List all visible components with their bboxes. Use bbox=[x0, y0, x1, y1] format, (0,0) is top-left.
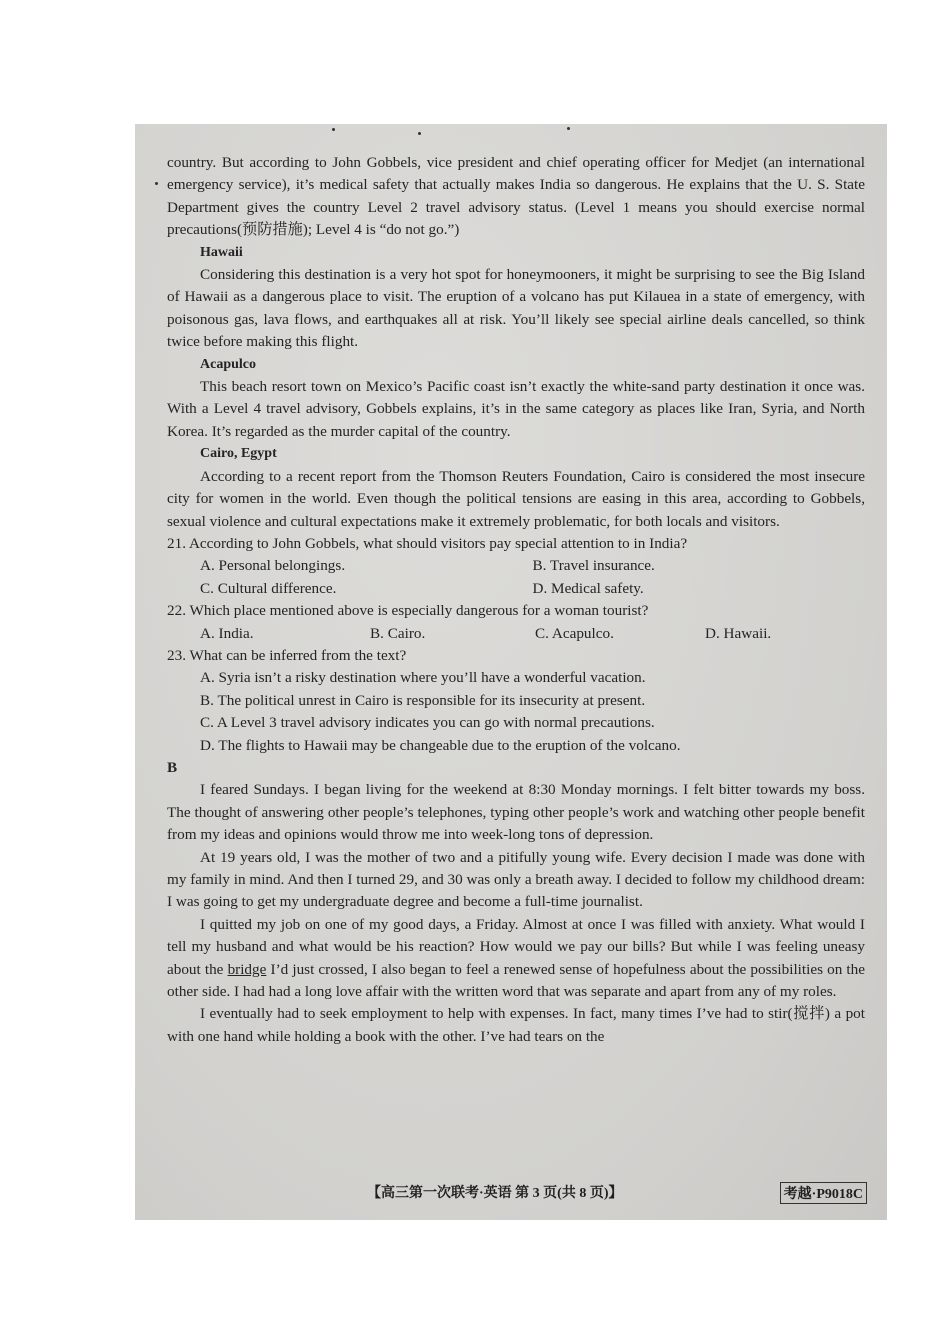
section-text-hawaii: Considering this destination is a very hot spot for honeymooners, it might be surprising to see the Big Island of Hawaii as a dangerous place to visit. The eruption of a volcano has put Kilauea in a state of emergency, with poisonous gas, lava flows, and earthquakes all at risk. You’ll likely see special airline deals cancelled, so think twice before making this flight. bbox=[167, 266, 865, 351]
question-22-options bbox=[200, 623, 865, 645]
page-footer bbox=[135, 1182, 887, 1206]
question-23-options bbox=[200, 667, 865, 757]
section-text-cairo: According to a recent report from the Thomson Reuters Foundation, Cairo is considered the most insecure city for women in the world. Even though the political tensions are easing in this area, according to Gobbels, sexual violence and cultural expectations make it extremely problematic, for both locals and visitors. bbox=[167, 467, 865, 530]
option: C. A Level 3 travel advisory indicates you can go with normal precautions. bbox=[200, 714, 655, 732]
option: D. The flights to Hawaii may be changeable due to the eruption of the volcano. bbox=[200, 736, 681, 754]
footer-page-info: 【高三第一次联考·英语 第 3 页(共 8 页)】 bbox=[367, 1186, 623, 1201]
option: D. Medical safety. bbox=[532, 579, 644, 597]
passage-b-paragraph: I eventually had to seek employment to help with expenses. In fact, many times I’ve had to stir(搅拌) a pot with one hand while holding a book with the other. I’ve had tears on the bbox=[167, 1005, 865, 1045]
option: A. India. bbox=[200, 624, 254, 642]
exam-page bbox=[135, 124, 887, 1220]
option: B. Travel insurance. bbox=[532, 557, 655, 575]
speck bbox=[567, 127, 570, 130]
speck bbox=[332, 128, 335, 131]
section-heading-hawaii: Hawaii bbox=[200, 244, 243, 260]
option: C. Cultural difference. bbox=[200, 579, 337, 597]
text-run: I quitted my job on one of my good days, a Friday. Almost at once I was filled with anxiety. What would I tell my husband and what would be his reaction? How would we pay our bills? But while I was feeling uneasy about the bbox=[167, 915, 865, 978]
section-heading-acapulco: Acapulco bbox=[200, 356, 256, 372]
footer-code: 考越·P9018C bbox=[780, 1182, 867, 1204]
text-run: I’d just crossed, I also began to feel a renewed sense of hopefulness about the possibilities on the other side. I had had a long love affair with the written word that was separate and apart from any of my roles. bbox=[167, 960, 865, 1001]
section-heading-cairo: Cairo, Egypt bbox=[200, 446, 277, 462]
question-21-options bbox=[200, 578, 865, 600]
passage-a-intro: country. But according to John Gobbels, vice president and chief operating officer for Medjet (an international emergency service), it’s medical safety that actually makes India so dangerous. He explains that the U. S. State Department gives the country Level 2 travel advisory status. (Level 1 means you should exercise normal precautions(预防措施); Level 4 is “do not go.”) bbox=[167, 154, 865, 239]
option: D. Hawaii. bbox=[705, 624, 772, 642]
section-text-acapulco: This beach resort town on Mexico’s Pacific coast isn’t exactly the white-sand party destination it once was. With a Level 4 travel advisory, Gobbels explains, it’s in the same category as places like Iran, Syria, and North Korea. It’s regarded as the murder capital of the country. bbox=[167, 378, 865, 440]
passage-b-paragraph: At 19 years old, I was the mother of two and a pitifully young wife. Every decision I made was done with my family in mind. And then I turned 29, and 30 was only a breath away. I decided to follow my childhood dream: I was going to get my undergraduate degree and become a full-time journalist. bbox=[167, 848, 865, 911]
question-22: 22. Which place mentioned above is especially dangerous for a woman tourist? bbox=[167, 602, 649, 620]
option: C. Acapulco. bbox=[535, 624, 614, 642]
option: A. Personal belongings. bbox=[200, 557, 346, 575]
page-content bbox=[167, 152, 865, 1048]
question-21-options bbox=[200, 555, 865, 577]
option: A. Syria isn’t a risky destination where you’ll have a wonderful vacation. bbox=[200, 669, 646, 687]
speck bbox=[418, 132, 421, 135]
option: B. Cairo. bbox=[370, 624, 426, 642]
passage-b-paragraph: I feared Sundays. I began living for the weekend at 8:30 Monday mornings. I felt bitter towards my boss. The thought of answering other people’s telephones, typing other people’s work and watching other people benefit from my ideas and opinions would throw me into week-long tons of depression. bbox=[167, 781, 865, 844]
option: B. The political unrest in Cairo is responsible for its insecurity at present. bbox=[200, 691, 646, 709]
underlined-word: bridge bbox=[227, 960, 267, 978]
question-21: 21. According to John Gobbels, what should visitors pay special attention to in India? bbox=[167, 534, 688, 552]
question-23: 23. What can be inferred from the text? bbox=[167, 646, 407, 664]
section-label-b: B bbox=[167, 758, 178, 776]
speck bbox=[155, 182, 158, 185]
passage-b-paragraph bbox=[167, 914, 865, 1004]
